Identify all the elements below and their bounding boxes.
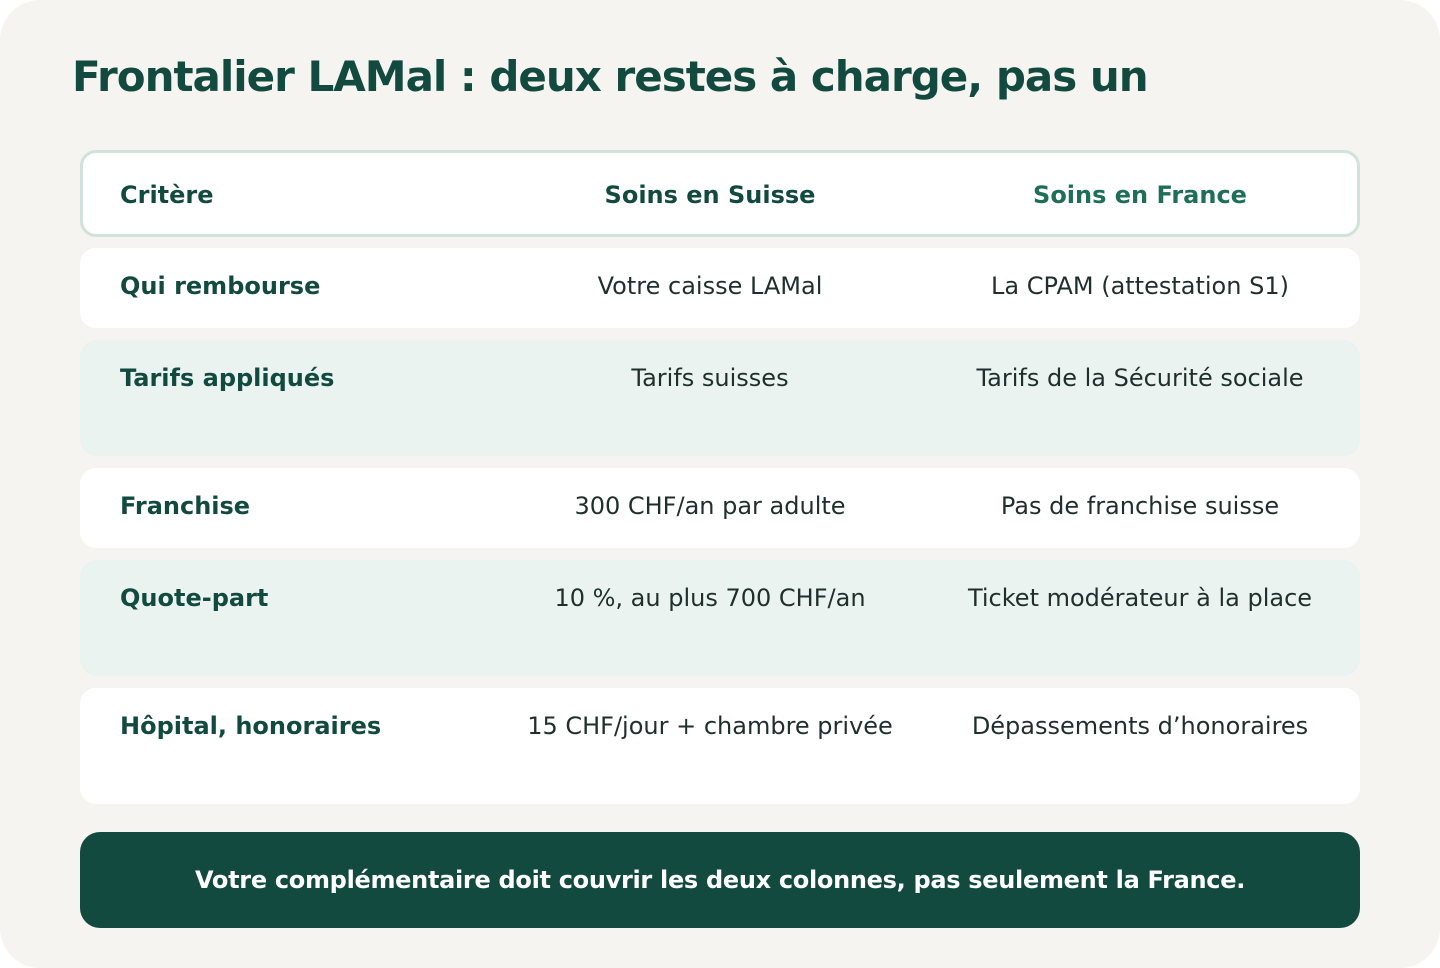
row-label: Tarifs appliqués bbox=[120, 364, 335, 392]
row-value-switzerland: Votre caisse LAMal bbox=[597, 272, 823, 300]
page-title: Frontalier LAMal : deux restes à charge, pas un bbox=[72, 52, 1148, 101]
header-switzerland: Soins en Suisse bbox=[604, 181, 816, 209]
row-value-france: Dépassements d’honoraires bbox=[971, 712, 1309, 740]
table-row-copayment bbox=[80, 560, 1360, 676]
header-france: Soins en France bbox=[1033, 181, 1247, 209]
row-value-switzerland: Tarifs suisses bbox=[631, 364, 789, 392]
row-value-france: Tarifs de la Sécurité sociale bbox=[976, 364, 1304, 392]
row-value-france: Ticket modérateur à la place bbox=[967, 584, 1313, 612]
row-label: Quote-part bbox=[120, 584, 269, 612]
table-row-hospital bbox=[80, 688, 1360, 804]
row-label: Franchise bbox=[120, 492, 251, 520]
table-header-row bbox=[80, 150, 1360, 237]
row-value-switzerland: 10 %, au plus 700 CHF/an bbox=[554, 584, 866, 612]
header-criterion: Critère bbox=[120, 181, 214, 209]
table-row-deductible bbox=[80, 468, 1360, 548]
table-row-rates bbox=[80, 340, 1360, 456]
row-value-france: Pas de franchise suisse bbox=[1000, 492, 1280, 520]
row-label: Hôpital, honoraires bbox=[120, 712, 382, 740]
row-value-france: La CPAM (attestation S1) bbox=[991, 272, 1289, 300]
footer-banner: Votre complémentaire doit couvrir les deux colonnes, pas seulement la France. bbox=[80, 832, 1360, 928]
row-value-switzerland: 300 CHF/an par adulte bbox=[574, 492, 846, 520]
row-value-switzerland: 15 CHF/jour + chambre privée bbox=[527, 712, 893, 740]
table-row-reimbursement bbox=[80, 248, 1360, 328]
row-label: Qui rembourse bbox=[120, 272, 321, 300]
